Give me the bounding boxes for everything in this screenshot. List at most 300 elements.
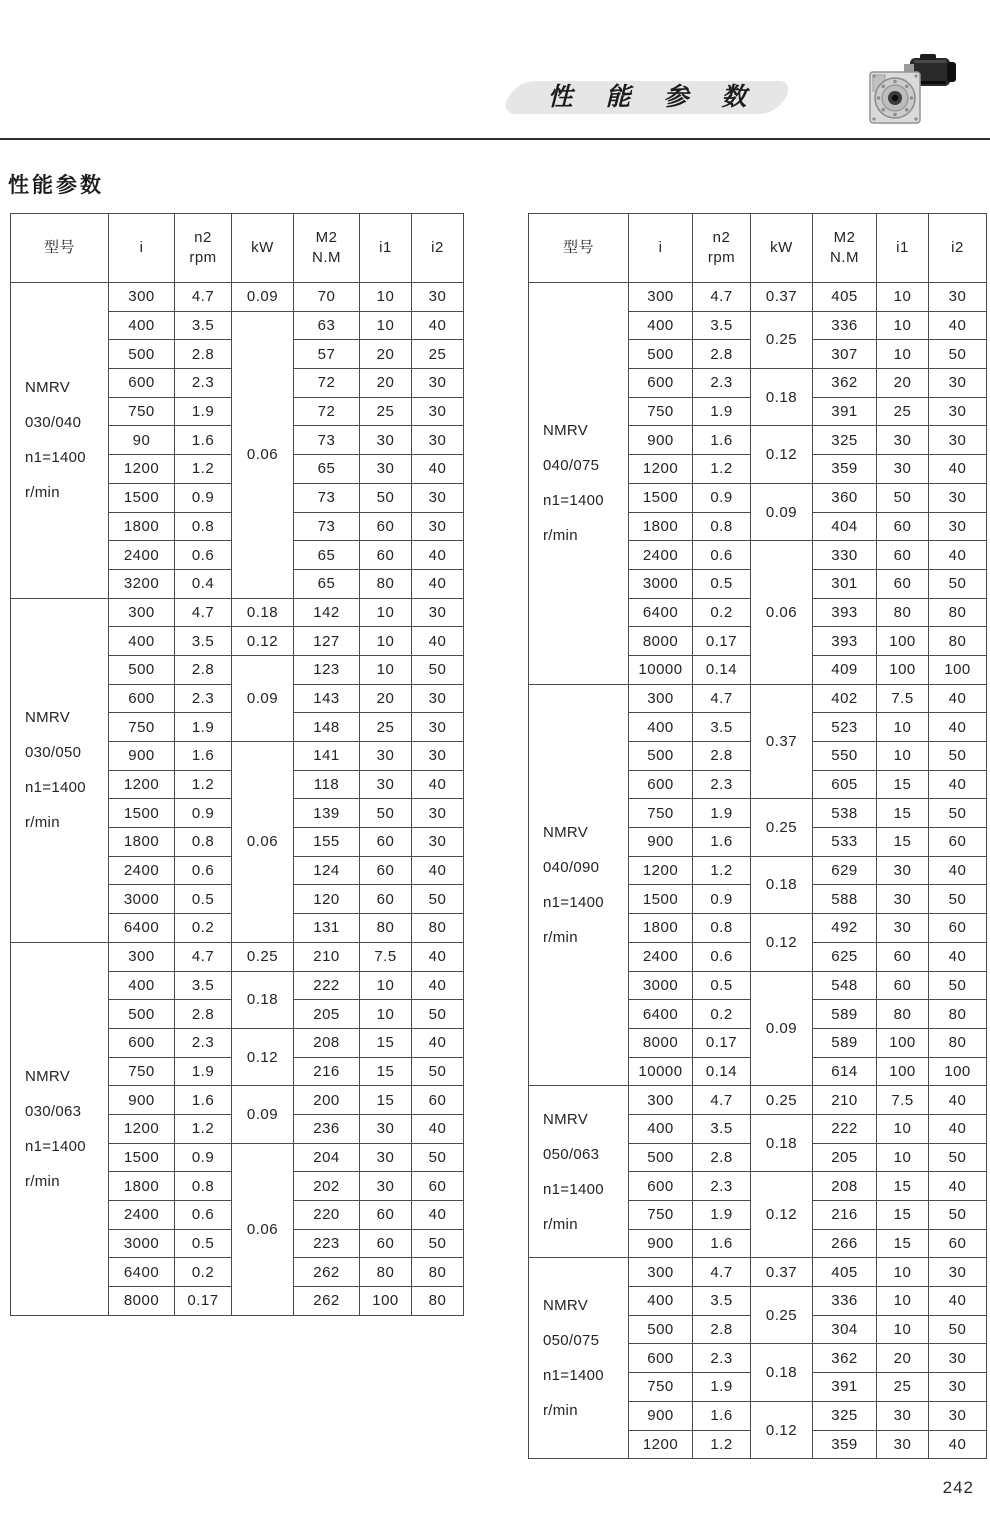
cell-n2: 0.6 xyxy=(175,1201,232,1230)
cell-i2: 30 xyxy=(412,598,464,627)
cell-i2: 40 xyxy=(412,942,464,971)
cell-kw: 0.25 xyxy=(751,1287,813,1344)
cell-i: 900 xyxy=(629,1229,693,1258)
cell-i2: 100 xyxy=(929,1057,987,1086)
cell-i1: 20 xyxy=(877,1344,929,1373)
cell-n2: 1.9 xyxy=(693,397,751,426)
cell-i2: 50 xyxy=(929,885,987,914)
cell-i1: 60 xyxy=(877,942,929,971)
cell-i2: 50 xyxy=(412,1000,464,1029)
cell-i: 900 xyxy=(629,426,693,455)
cell-n2: 2.8 xyxy=(693,340,751,369)
cell-m2: 360 xyxy=(813,483,877,512)
cell-i1: 60 xyxy=(360,828,412,857)
col-header-kw: kW xyxy=(751,214,813,283)
cell-m2: 142 xyxy=(294,598,360,627)
cell-i1: 10 xyxy=(877,283,929,312)
cell-i2: 30 xyxy=(412,283,464,312)
cell-m2: 589 xyxy=(813,1028,877,1057)
cell-i2: 30 xyxy=(929,1373,987,1402)
cell-n2: 0.2 xyxy=(175,914,232,943)
cell-i: 600 xyxy=(109,1028,175,1057)
cell-i1: 80 xyxy=(360,1258,412,1287)
cell-i1: 80 xyxy=(360,914,412,943)
cell-i2: 80 xyxy=(929,1000,987,1029)
cell-m2: 523 xyxy=(813,713,877,742)
cell-i2: 80 xyxy=(929,627,987,656)
cell-n2: 2.8 xyxy=(693,742,751,771)
gearbox-motor-photo xyxy=(860,50,960,130)
cell-n2: 1.9 xyxy=(693,799,751,828)
cell-kw: 0.09 xyxy=(232,283,294,312)
table-header-row xyxy=(529,214,987,283)
col-header-n2: n2 rpm xyxy=(175,214,232,283)
cell-m2: 330 xyxy=(813,541,877,570)
cell-i: 750 xyxy=(629,397,693,426)
cell-i: 600 xyxy=(109,369,175,398)
cell-i1: 10 xyxy=(360,598,412,627)
cell-i1: 60 xyxy=(360,512,412,541)
cell-n2: 1.2 xyxy=(175,770,232,799)
cell-m2: 262 xyxy=(294,1258,360,1287)
cell-m2: 118 xyxy=(294,770,360,799)
cell-i1: 50 xyxy=(360,799,412,828)
cell-i: 3200 xyxy=(109,569,175,598)
cell-i: 750 xyxy=(629,1201,693,1230)
cell-i2: 30 xyxy=(412,828,464,857)
cell-m2: 262 xyxy=(294,1287,360,1316)
cell-m2: 548 xyxy=(813,971,877,1000)
table-row xyxy=(529,1258,987,1287)
cell-i2: 80 xyxy=(412,914,464,943)
cell-i2: 25 xyxy=(412,340,464,369)
cell-i2: 50 xyxy=(412,655,464,684)
cell-i: 600 xyxy=(629,1172,693,1201)
cell-i: 1800 xyxy=(629,512,693,541)
cell-m2: 325 xyxy=(813,1401,877,1430)
header-divider xyxy=(0,138,990,140)
cell-i1: 30 xyxy=(877,1430,929,1459)
cell-m2: 391 xyxy=(813,397,877,426)
cell-m2: 605 xyxy=(813,770,877,799)
cell-i: 500 xyxy=(109,340,175,369)
cell-n2: 0.8 xyxy=(175,1172,232,1201)
cell-i1: 10 xyxy=(877,311,929,340)
cell-i1: 25 xyxy=(360,397,412,426)
cell-i1: 60 xyxy=(877,971,929,1000)
cell-kw: 0.18 xyxy=(751,1114,813,1171)
cell-i1: 10 xyxy=(360,655,412,684)
cell-n2: 0.5 xyxy=(175,1229,232,1258)
cell-m2: 362 xyxy=(813,1344,877,1373)
cell-i2: 40 xyxy=(412,856,464,885)
cell-i: 900 xyxy=(109,742,175,771)
cell-kw: 0.12 xyxy=(751,426,813,483)
cell-i1: 80 xyxy=(877,1000,929,1029)
cell-m2: 405 xyxy=(813,283,877,312)
cell-i2: 100 xyxy=(929,655,987,684)
cell-i1: 30 xyxy=(360,426,412,455)
cell-i2: 30 xyxy=(412,397,464,426)
cell-kw: 0.37 xyxy=(751,283,813,312)
cell-n2: 0.17 xyxy=(693,1028,751,1057)
cell-i1: 10 xyxy=(877,1258,929,1287)
cell-i1: 30 xyxy=(360,770,412,799)
cell-i: 2400 xyxy=(629,541,693,570)
cell-i2: 30 xyxy=(929,1344,987,1373)
cell-i: 400 xyxy=(629,1287,693,1316)
cell-i1: 100 xyxy=(360,1287,412,1316)
cell-i1: 10 xyxy=(360,971,412,1000)
cell-i2: 30 xyxy=(412,369,464,398)
cell-kw: 0.25 xyxy=(751,1086,813,1115)
cell-i: 500 xyxy=(109,1000,175,1029)
cell-i1: 10 xyxy=(360,311,412,340)
cell-i2: 50 xyxy=(929,742,987,771)
cell-n2: 3.5 xyxy=(693,1114,751,1143)
cell-i1: 30 xyxy=(360,1114,412,1143)
cell-m2: 65 xyxy=(294,455,360,484)
cell-m2: 223 xyxy=(294,1229,360,1258)
cell-n2: 2.3 xyxy=(175,1028,232,1057)
cell-i: 750 xyxy=(109,713,175,742)
cell-kw: 0.18 xyxy=(751,1344,813,1401)
cell-i: 600 xyxy=(629,369,693,398)
cell-i1: 30 xyxy=(360,455,412,484)
cell-n2: 0.2 xyxy=(693,1000,751,1029)
cell-m2: 589 xyxy=(813,1000,877,1029)
cell-i2: 30 xyxy=(412,483,464,512)
cell-i1: 10 xyxy=(877,340,929,369)
cell-i2: 30 xyxy=(412,426,464,455)
cell-i: 8000 xyxy=(629,627,693,656)
cell-n2: 2.8 xyxy=(693,1143,751,1172)
cell-n2: 0.4 xyxy=(175,569,232,598)
cell-i2: 40 xyxy=(412,627,464,656)
cell-i2: 60 xyxy=(412,1086,464,1115)
cell-kw: 0.37 xyxy=(751,1258,813,1287)
cell-n2: 4.7 xyxy=(693,1258,751,1287)
cell-i2: 80 xyxy=(412,1287,464,1316)
table-row xyxy=(529,684,987,713)
cell-i1: 20 xyxy=(877,369,929,398)
cell-i2: 80 xyxy=(929,1028,987,1057)
cell-i: 8000 xyxy=(629,1028,693,1057)
cell-m2: 72 xyxy=(294,397,360,426)
cell-i1: 50 xyxy=(360,483,412,512)
cell-kw: 0.06 xyxy=(232,1143,294,1315)
cell-m2: 148 xyxy=(294,713,360,742)
model-cell: NMRV 050/063 n1=1400 r/min xyxy=(529,1086,629,1258)
cell-i1: 100 xyxy=(877,627,929,656)
cell-i: 300 xyxy=(109,598,175,627)
table-header-row xyxy=(11,214,464,283)
cell-i1: 20 xyxy=(360,684,412,713)
cell-n2: 4.7 xyxy=(693,283,751,312)
cell-i: 400 xyxy=(629,1114,693,1143)
cell-i1: 10 xyxy=(877,1287,929,1316)
cell-i2: 50 xyxy=(412,1057,464,1086)
cell-i2: 40 xyxy=(929,713,987,742)
cell-i: 6400 xyxy=(629,1000,693,1029)
cell-n2: 0.6 xyxy=(693,942,751,971)
col-header-i: i xyxy=(109,214,175,283)
col-header-i2: i2 xyxy=(929,214,987,283)
cell-i1: 30 xyxy=(877,426,929,455)
cell-n2: 2.3 xyxy=(693,1172,751,1201)
cell-i1: 30 xyxy=(877,856,929,885)
cell-n2: 3.5 xyxy=(175,971,232,1000)
cell-i1: 10 xyxy=(877,1143,929,1172)
cell-i: 600 xyxy=(109,684,175,713)
cell-n2: 0.9 xyxy=(175,799,232,828)
cell-m2: 73 xyxy=(294,426,360,455)
cell-i: 2400 xyxy=(109,856,175,885)
cell-i1: 15 xyxy=(877,799,929,828)
cell-n2: 2.8 xyxy=(175,655,232,684)
cell-i2: 40 xyxy=(929,856,987,885)
cell-i1: 25 xyxy=(877,397,929,426)
cell-i1: 15 xyxy=(877,828,929,857)
cell-n2: 1.6 xyxy=(175,742,232,771)
cell-i1: 60 xyxy=(877,512,929,541)
cell-i: 750 xyxy=(109,1057,175,1086)
cell-n2: 2.3 xyxy=(693,1344,751,1373)
cell-i: 300 xyxy=(629,684,693,713)
cell-i2: 60 xyxy=(929,1229,987,1258)
cell-kw: 0.18 xyxy=(751,369,813,426)
cell-m2: 72 xyxy=(294,369,360,398)
cell-i: 400 xyxy=(109,627,175,656)
cell-m2: 127 xyxy=(294,627,360,656)
cell-n2: 4.7 xyxy=(175,598,232,627)
cell-m2: 210 xyxy=(813,1086,877,1115)
cell-i1: 30 xyxy=(877,1401,929,1430)
cell-i2: 40 xyxy=(929,1086,987,1115)
cell-i1: 100 xyxy=(877,655,929,684)
cell-n2: 2.3 xyxy=(175,684,232,713)
cell-i2: 50 xyxy=(929,971,987,1000)
cell-n2: 1.6 xyxy=(175,1086,232,1115)
cell-i: 750 xyxy=(109,397,175,426)
cell-n2: 0.6 xyxy=(175,856,232,885)
col-header-i2: i2 xyxy=(412,214,464,283)
cell-i: 500 xyxy=(629,340,693,369)
cell-m2: 336 xyxy=(813,1287,877,1316)
cell-i1: 60 xyxy=(360,885,412,914)
table-row xyxy=(11,942,464,971)
col-header-m2: M2 N.M xyxy=(294,214,360,283)
cell-i2: 50 xyxy=(412,1143,464,1172)
cell-m2: 629 xyxy=(813,856,877,885)
model-cell: NMRV 040/090 n1=1400 r/min xyxy=(529,684,629,1086)
cell-m2: 391 xyxy=(813,1373,877,1402)
cell-n2: 1.2 xyxy=(693,856,751,885)
col-header-model: 型号 xyxy=(529,214,629,283)
cell-i2: 30 xyxy=(412,799,464,828)
cell-i2: 30 xyxy=(412,742,464,771)
cell-m2: 57 xyxy=(294,340,360,369)
cell-i1: 10 xyxy=(360,283,412,312)
cell-kw: 0.25 xyxy=(232,942,294,971)
cell-kw: 0.18 xyxy=(751,856,813,913)
cell-kw: 0.12 xyxy=(751,1401,813,1458)
cell-n2: 1.9 xyxy=(175,1057,232,1086)
cell-i2: 50 xyxy=(929,1201,987,1230)
cell-m2: 141 xyxy=(294,742,360,771)
cell-i1: 10 xyxy=(877,713,929,742)
col-header-i: i xyxy=(629,214,693,283)
cell-n2: 0.8 xyxy=(693,914,751,943)
cell-i1: 15 xyxy=(360,1028,412,1057)
cell-n2: 0.14 xyxy=(693,1057,751,1086)
cell-i1: 60 xyxy=(877,569,929,598)
cell-i1: 30 xyxy=(360,1172,412,1201)
cell-i2: 50 xyxy=(412,885,464,914)
cell-n2: 0.9 xyxy=(693,483,751,512)
table-row xyxy=(529,1086,987,1115)
cell-i: 10000 xyxy=(629,655,693,684)
cell-m2: 301 xyxy=(813,569,877,598)
cell-i: 300 xyxy=(629,1086,693,1115)
cell-i: 1800 xyxy=(109,828,175,857)
cell-m2: 625 xyxy=(813,942,877,971)
cell-n2: 0.2 xyxy=(175,1258,232,1287)
cell-m2: 402 xyxy=(813,684,877,713)
cell-i: 6400 xyxy=(109,1258,175,1287)
cell-m2: 70 xyxy=(294,283,360,312)
cell-n2: 1.6 xyxy=(693,426,751,455)
cell-m2: 131 xyxy=(294,914,360,943)
cell-n2: 0.6 xyxy=(693,541,751,570)
cell-i2: 50 xyxy=(929,1143,987,1172)
cell-i: 400 xyxy=(109,311,175,340)
cell-i1: 50 xyxy=(877,483,929,512)
cell-i: 2400 xyxy=(629,942,693,971)
col-header-i1: i1 xyxy=(360,214,412,283)
cell-i2: 40 xyxy=(929,1114,987,1143)
cell-i: 2400 xyxy=(109,1201,175,1230)
cell-n2: 4.7 xyxy=(175,942,232,971)
cell-m2: 307 xyxy=(813,340,877,369)
cell-m2: 210 xyxy=(294,942,360,971)
table-row xyxy=(11,598,464,627)
cell-m2: 204 xyxy=(294,1143,360,1172)
model-cell: NMRV 050/075 n1=1400 r/min xyxy=(529,1258,629,1459)
cell-i1: 7.5 xyxy=(877,1086,929,1115)
cell-i2: 30 xyxy=(412,684,464,713)
cell-kw: 0.25 xyxy=(751,311,813,368)
cell-i1: 60 xyxy=(360,1229,412,1258)
cell-m2: 222 xyxy=(294,971,360,1000)
cell-kw: 0.09 xyxy=(751,483,813,540)
cell-m2: 63 xyxy=(294,311,360,340)
col-header-i1: i1 xyxy=(877,214,929,283)
cell-i2: 30 xyxy=(929,512,987,541)
cell-i1: 10 xyxy=(360,627,412,656)
cell-i2: 30 xyxy=(929,369,987,398)
cell-i: 500 xyxy=(109,655,175,684)
cell-i1: 60 xyxy=(877,541,929,570)
cell-m2: 614 xyxy=(813,1057,877,1086)
cell-n2: 1.6 xyxy=(693,828,751,857)
cell-n2: 3.5 xyxy=(175,311,232,340)
cell-i2: 40 xyxy=(929,684,987,713)
cell-n2: 0.9 xyxy=(693,885,751,914)
page-number: 242 xyxy=(942,1478,974,1497)
cell-m2: 73 xyxy=(294,483,360,512)
cell-m2: 222 xyxy=(813,1114,877,1143)
cell-i1: 60 xyxy=(360,541,412,570)
cell-i1: 10 xyxy=(877,1114,929,1143)
cell-m2: 123 xyxy=(294,655,360,684)
cell-m2: 336 xyxy=(813,311,877,340)
cell-i: 600 xyxy=(629,1344,693,1373)
cell-i2: 60 xyxy=(412,1172,464,1201)
cell-n2: 4.7 xyxy=(693,1086,751,1115)
cell-i: 3000 xyxy=(109,1229,175,1258)
cell-i2: 50 xyxy=(929,799,987,828)
cell-m2: 216 xyxy=(813,1201,877,1230)
cell-i1: 25 xyxy=(877,1373,929,1402)
cell-m2: 266 xyxy=(813,1229,877,1258)
cell-i1: 30 xyxy=(877,455,929,484)
cell-i: 750 xyxy=(629,1373,693,1402)
cell-i2: 40 xyxy=(412,1028,464,1057)
cell-i2: 40 xyxy=(929,311,987,340)
cell-i: 500 xyxy=(629,1143,693,1172)
cell-m2: 325 xyxy=(813,426,877,455)
cell-m2: 73 xyxy=(294,512,360,541)
cell-i: 1500 xyxy=(109,1143,175,1172)
cell-m2: 120 xyxy=(294,885,360,914)
cell-n2: 4.7 xyxy=(693,684,751,713)
cell-i: 8000 xyxy=(109,1287,175,1316)
cell-m2: 409 xyxy=(813,655,877,684)
cell-i2: 30 xyxy=(929,1401,987,1430)
cell-i: 500 xyxy=(629,1315,693,1344)
cell-i2: 40 xyxy=(412,541,464,570)
cell-n2: 1.6 xyxy=(693,1229,751,1258)
cell-i2: 50 xyxy=(929,569,987,598)
cell-i: 1500 xyxy=(629,885,693,914)
cell-i: 500 xyxy=(629,742,693,771)
cell-i2: 30 xyxy=(929,426,987,455)
performance-table-right xyxy=(528,213,987,1459)
cell-i2: 80 xyxy=(929,598,987,627)
cell-n2: 0.8 xyxy=(693,512,751,541)
cell-i1: 15 xyxy=(877,1229,929,1258)
cell-m2: 220 xyxy=(294,1201,360,1230)
cell-n2: 1.2 xyxy=(693,1430,751,1459)
cell-i2: 50 xyxy=(929,1315,987,1344)
cell-i: 750 xyxy=(629,799,693,828)
cell-i2: 80 xyxy=(412,1258,464,1287)
performance-table xyxy=(10,213,464,1316)
table-row xyxy=(11,283,464,312)
cell-n2: 1.6 xyxy=(175,426,232,455)
cell-i1: 15 xyxy=(877,770,929,799)
model-cell: NMRV 040/075 n1=1400 r/min xyxy=(529,283,629,685)
cell-i2: 30 xyxy=(929,483,987,512)
cell-i1: 10 xyxy=(877,742,929,771)
cell-i: 400 xyxy=(109,971,175,1000)
cell-n2: 1.9 xyxy=(693,1201,751,1230)
cell-i: 1500 xyxy=(629,483,693,512)
cell-n2: 1.9 xyxy=(175,397,232,426)
cell-i2: 40 xyxy=(929,1287,987,1316)
cell-i2: 40 xyxy=(412,569,464,598)
